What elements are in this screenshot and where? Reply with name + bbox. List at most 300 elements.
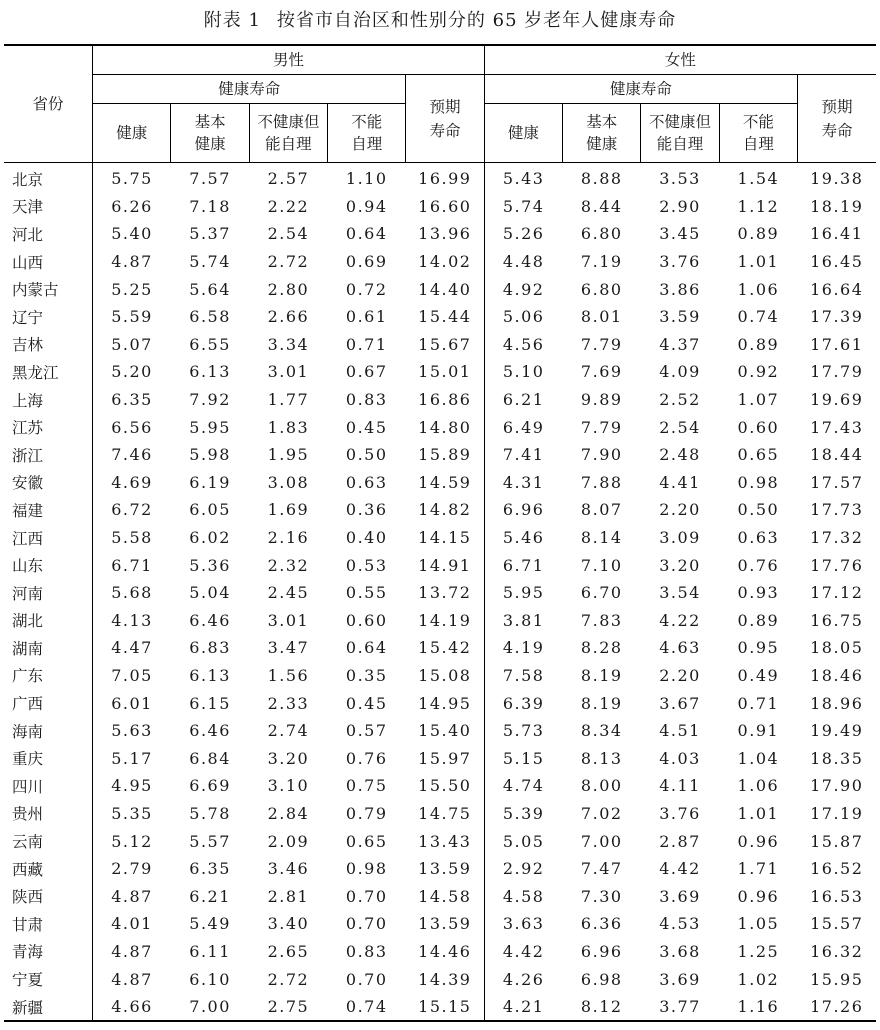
cell-female-unhealthy-self-care: 4.42 (659, 859, 701, 879)
table-caption (0, 6, 880, 32)
cell-female-unhealthy-self-care: 3.69 (659, 886, 701, 906)
cell-female-basic-healthy: 7.02 (580, 803, 623, 823)
cell-male-no-self-care: 0.55 (345, 583, 388, 603)
cell-male-basic-healthy: 5.64 (189, 279, 231, 299)
cell-female-unhealthy-self-care: 3.54 (659, 583, 701, 603)
cell-female-unhealthy-self-care: 4.41 (659, 472, 701, 492)
cell-male-no-self-care: 0.70 (345, 969, 388, 989)
cell-female-life-expectancy: 17.57 (810, 472, 864, 492)
cell-male-healthy: 5.25 (111, 279, 153, 299)
cell-female-life-expectancy: 17.26 (798, 993, 876, 1022)
header-male-healthy: 健康 (93, 104, 171, 163)
cell-male-basic-healthy: 6.83 (189, 638, 231, 658)
cell-female-unhealthy-self-care: 3.09 (659, 528, 701, 548)
cell-province: 广东 (4, 662, 93, 690)
cell-male-healthy: 7.46 (111, 445, 153, 465)
cell-male-basic-healthy: 7.00 (171, 993, 249, 1022)
cell-male-basic-healthy: 6.84 (189, 748, 231, 768)
cell-male-healthy: 6.56 (111, 417, 153, 437)
cell-female-no-self-care: 0.60 (737, 417, 780, 437)
cell-male-basic-healthy: 5.04 (189, 583, 231, 603)
cell-female-basic-healthy: 8.14 (580, 528, 623, 548)
cell-male-life-expectancy: 14.82 (406, 496, 484, 524)
cell-female-no-self-care: 1.01 (737, 803, 780, 823)
cell-female-no-self-care: 1.71 (737, 859, 780, 879)
cell-male-life-expectancy: 14.95 (406, 689, 484, 717)
cell-female-unhealthy-self-care: 4.51 (659, 721, 701, 741)
cell-male-life-expectancy: 15.01 (406, 358, 484, 386)
cell-female-no-self-care: 1.54 (737, 169, 780, 189)
cell-male-basic-healthy: 7.92 (189, 390, 231, 410)
cell-female-life-expectancy: 17.43 (810, 417, 864, 437)
cell-female-healthy: 5.74 (502, 196, 545, 216)
cell-female-life-expectancy: 15.87 (810, 831, 864, 851)
cell-female-basic-healthy: 8.07 (580, 500, 623, 520)
cell-male-healthy: 4.87 (111, 969, 153, 989)
cell-female-life-expectancy: 16.53 (810, 886, 864, 906)
cell-female-unhealthy-self-care: 3.59 (659, 307, 701, 327)
cell-female-basic-healthy: 8.01 (580, 307, 623, 327)
cell-female-healthy: 5.43 (502, 169, 545, 189)
cell-male-healthy: 5.20 (111, 362, 153, 382)
cell-female-healthy: 4.56 (502, 334, 545, 354)
cell-female-life-expectancy: 17.32 (810, 528, 864, 548)
cell-province: 山西 (4, 248, 93, 276)
cell-male-no-self-care: 0.69 (345, 252, 388, 272)
cell-female-basic-healthy: 7.47 (580, 859, 623, 879)
cell-female-basic-healthy: 7.19 (580, 252, 623, 272)
cell-female-unhealthy-self-care: 4.63 (659, 638, 701, 658)
cell-female-unhealthy-self-care: 3.67 (659, 693, 701, 713)
cell-male-healthy: 5.68 (111, 583, 153, 603)
cell-province: 甘肃 (4, 910, 93, 938)
cell-male-basic-healthy: 5.74 (189, 252, 231, 272)
cell-female-life-expectancy: 19.49 (810, 721, 864, 741)
table-row (4, 827, 876, 855)
cell-female-healthy: 6.71 (502, 555, 545, 575)
cell-female-life-expectancy: 18.05 (810, 638, 864, 658)
cell-province: 江西 (4, 524, 93, 552)
cell-male-life-expectancy: 14.80 (406, 413, 484, 441)
cell-female-no-self-care: 1.01 (737, 252, 780, 272)
cell-female-life-expectancy: 16.32 (810, 941, 864, 961)
cell-male-healthy: 6.71 (111, 555, 153, 575)
cell-female-healthy: 5.26 (502, 224, 545, 244)
table-row (4, 855, 876, 883)
table-row (4, 551, 876, 579)
cell-province: 宁夏 (4, 965, 93, 993)
cell-female-basic-healthy: 6.80 (580, 224, 623, 244)
cell-female-life-expectancy: 17.73 (810, 500, 864, 520)
cell-male-healthy: 4.13 (111, 610, 153, 630)
cell-male-healthy: 4.69 (111, 472, 153, 492)
table-row (4, 358, 876, 386)
cell-male-healthy: 5.07 (111, 334, 153, 354)
cell-province: 天津 (4, 193, 93, 221)
cell-male-life-expectancy: 14.02 (406, 248, 484, 276)
cell-female-unhealthy-self-care: 3.86 (659, 279, 701, 299)
cell-province: 上海 (4, 386, 93, 414)
cell-male-life-expectancy: 14.59 (406, 469, 484, 497)
cell-female-no-self-care: 0.95 (737, 638, 780, 658)
cell-male-healthy: 5.12 (111, 831, 153, 851)
cell-female-healthy: 2.92 (502, 859, 545, 879)
cell-male-life-expectancy: 16.86 (406, 386, 484, 414)
cell-male-no-self-care: 0.35 (345, 665, 388, 685)
cell-female-no-self-care: 0.96 (737, 831, 780, 851)
cell-male-healthy: 6.01 (111, 693, 153, 713)
cell-female-healthy: 7.41 (502, 445, 545, 465)
cell-female-healthy: 5.46 (502, 528, 545, 548)
cell-female-no-self-care: 1.05 (737, 914, 780, 934)
cell-female-basic-healthy: 6.36 (580, 914, 623, 934)
table-row (4, 193, 876, 221)
cell-province: 江苏 (4, 413, 93, 441)
cell-male-healthy: 5.35 (111, 803, 153, 823)
cell-male-no-self-care: 0.67 (345, 362, 388, 382)
table-row (4, 413, 876, 441)
cell-female-healthy: 4.19 (502, 638, 545, 658)
cell-female-healthy: 6.21 (502, 390, 545, 410)
cell-province: 陕西 (4, 882, 93, 910)
cell-female-unhealthy-self-care: 4.22 (659, 610, 701, 630)
cell-female-basic-healthy: 8.44 (580, 196, 623, 216)
cell-male-unhealthy-self-care: 2.74 (267, 721, 310, 741)
table-row (4, 275, 876, 303)
cell-male-healthy: 4.47 (111, 638, 153, 658)
cell-female-life-expectancy: 16.75 (810, 610, 864, 630)
cell-male-basic-healthy: 6.02 (189, 528, 231, 548)
cell-male-basic-healthy: 6.05 (189, 500, 231, 520)
cell-male-unhealthy-self-care: 1.95 (267, 445, 310, 465)
cell-male-no-self-care: 0.94 (345, 196, 388, 216)
cell-province: 山东 (4, 551, 93, 579)
cell-female-healthy: 6.96 (502, 500, 545, 520)
cell-female-life-expectancy: 16.45 (810, 252, 864, 272)
table-number: 附表 1 (203, 10, 261, 31)
cell-female-life-expectancy: 15.95 (810, 969, 864, 989)
cell-male-life-expectancy: 14.19 (406, 607, 484, 635)
cell-female-healthy: 7.58 (502, 665, 545, 685)
cell-male-no-self-care: 0.63 (345, 472, 388, 492)
cell-province: 安徽 (4, 469, 93, 497)
cell-female-life-expectancy: 16.52 (810, 859, 864, 879)
healthy-life-expectancy-table (4, 44, 876, 1022)
cell-male-life-expectancy: 15.97 (406, 744, 484, 772)
cell-female-basic-healthy: 7.69 (580, 362, 623, 382)
cell-male-life-expectancy: 15.44 (406, 303, 484, 331)
table-row (4, 662, 876, 690)
cell-female-basic-healthy: 6.96 (580, 941, 623, 961)
header-male-basic-healthy: 基本健康 (171, 104, 249, 163)
cell-male-no-self-care: 0.64 (345, 638, 388, 658)
cell-male-basic-healthy: 6.46 (189, 721, 231, 741)
cell-male-healthy: 5.58 (111, 528, 153, 548)
cell-male-healthy: 4.87 (111, 941, 153, 961)
cell-female-no-self-care: 0.74 (737, 307, 780, 327)
table-row (4, 634, 876, 662)
cell-female-basic-healthy: 8.28 (580, 638, 623, 658)
header-male-unhealthy-self-care: 不健康但能自理 (249, 104, 327, 163)
cell-female-healthy: 6.39 (502, 693, 545, 713)
cell-female-basic-healthy: 8.13 (580, 748, 623, 768)
cell-male-unhealthy-self-care: 3.46 (267, 859, 310, 879)
cell-female-no-self-care: 1.04 (737, 748, 780, 768)
cell-male-healthy: 4.66 (93, 993, 171, 1022)
table-row (4, 938, 876, 966)
cell-male-healthy: 7.05 (111, 665, 153, 685)
cell-male-no-self-care: 0.83 (345, 390, 388, 410)
cell-male-healthy: 4.87 (111, 886, 153, 906)
cell-female-healthy: 4.42 (502, 941, 545, 961)
cell-male-unhealthy-self-care: 3.10 (267, 776, 310, 796)
header-female-healthy-life: 健康寿命 (484, 75, 797, 104)
cell-female-life-expectancy: 15.57 (810, 914, 864, 934)
cell-male-healthy: 6.72 (111, 500, 153, 520)
cell-male-life-expectancy: 15.15 (406, 993, 484, 1022)
table-row (4, 441, 876, 469)
table-row (4, 772, 876, 800)
cell-female-unhealthy-self-care: 3.69 (659, 969, 701, 989)
cell-male-healthy: 5.17 (111, 748, 153, 768)
cell-province: 西藏 (4, 855, 93, 883)
cell-male-no-self-care: 0.75 (345, 776, 388, 796)
cell-female-healthy: 4.48 (502, 252, 545, 272)
cell-male-basic-healthy: 5.98 (189, 445, 231, 465)
cell-female-unhealthy-self-care: 2.20 (659, 665, 701, 685)
cell-female-healthy: 4.26 (502, 969, 545, 989)
cell-female-basic-healthy: 6.98 (580, 969, 623, 989)
cell-female-healthy: 4.58 (502, 886, 545, 906)
cell-female-no-self-care: 0.49 (737, 665, 780, 685)
cell-male-basic-healthy: 6.13 (189, 362, 231, 382)
cell-male-basic-healthy: 6.15 (189, 693, 231, 713)
cell-male-no-self-care: 0.36 (345, 500, 388, 520)
table-row (4, 163, 876, 193)
cell-female-unhealthy-self-care: 2.54 (659, 417, 701, 437)
cell-male-unhealthy-self-care: 2.75 (249, 993, 327, 1022)
header-male-life-expectancy: 预期寿命 (406, 75, 484, 163)
cell-male-healthy: 5.59 (111, 307, 153, 327)
cell-female-no-self-care: 0.91 (737, 721, 780, 741)
cell-province: 内蒙古 (4, 275, 93, 303)
cell-female-basic-healthy: 7.10 (580, 555, 623, 575)
header-female-unhealthy-self-care: 不健康但能自理 (641, 104, 719, 163)
cell-female-unhealthy-self-care: 3.68 (659, 941, 701, 961)
cell-female-unhealthy-self-care: 2.87 (659, 831, 701, 851)
cell-female-unhealthy-self-care: 4.03 (659, 748, 701, 768)
cell-female-unhealthy-self-care: 3.76 (659, 252, 701, 272)
cell-male-life-expectancy: 13.43 (406, 827, 484, 855)
cell-male-life-expectancy: 13.59 (406, 855, 484, 883)
cell-male-no-self-care: 0.40 (345, 528, 388, 548)
cell-male-life-expectancy: 15.89 (406, 441, 484, 469)
cell-female-life-expectancy: 17.39 (810, 307, 864, 327)
cell-male-life-expectancy: 14.75 (406, 800, 484, 828)
cell-male-unhealthy-self-care: 3.40 (267, 914, 310, 934)
cell-male-healthy: 4.95 (111, 776, 153, 796)
cell-female-basic-healthy: 7.00 (580, 831, 623, 851)
cell-province: 重庆 (4, 744, 93, 772)
cell-female-basic-healthy: 7.83 (580, 610, 623, 630)
cell-female-healthy: 5.39 (502, 803, 545, 823)
table-row (4, 717, 876, 745)
cell-male-no-self-care: 0.83 (345, 941, 388, 961)
cell-female-no-self-care: 0.96 (737, 886, 780, 906)
cell-province: 湖北 (4, 607, 93, 635)
cell-female-healthy: 3.81 (502, 610, 545, 630)
cell-male-unhealthy-self-care: 2.32 (267, 555, 310, 575)
cell-male-unhealthy-self-care: 2.72 (267, 969, 310, 989)
cell-female-life-expectancy: 18.35 (810, 748, 864, 768)
cell-female-healthy: 4.21 (484, 993, 562, 1022)
table-body (4, 163, 876, 1022)
cell-female-basic-healthy: 8.19 (580, 665, 623, 685)
table-row (4, 689, 876, 717)
table-row (4, 331, 876, 359)
cell-male-basic-healthy: 6.46 (189, 610, 231, 630)
cell-province: 北京 (4, 163, 93, 193)
cell-province: 黑龙江 (4, 358, 93, 386)
cell-male-life-expectancy: 15.42 (406, 634, 484, 662)
cell-province: 新疆 (4, 993, 93, 1022)
cell-male-life-expectancy: 15.50 (406, 772, 484, 800)
cell-male-basic-healthy: 6.21 (189, 886, 231, 906)
cell-female-healthy: 5.95 (502, 583, 545, 603)
cell-female-basic-healthy: 8.19 (580, 693, 623, 713)
cell-female-life-expectancy: 19.69 (810, 390, 864, 410)
cell-male-unhealthy-self-care: 1.83 (267, 417, 310, 437)
cell-female-healthy: 3.63 (502, 914, 545, 934)
cell-male-healthy: 6.26 (111, 196, 153, 216)
header-female-no-self-care: 不能自理 (719, 104, 797, 163)
cell-male-unhealthy-self-care: 3.34 (267, 334, 310, 354)
cell-male-life-expectancy: 16.99 (406, 163, 484, 193)
cell-female-life-expectancy: 17.76 (810, 555, 864, 575)
cell-female-unhealthy-self-care: 2.90 (659, 196, 701, 216)
cell-female-life-expectancy: 19.38 (810, 169, 864, 189)
table-row (4, 800, 876, 828)
cell-male-basic-healthy: 7.57 (189, 169, 231, 189)
cell-female-unhealthy-self-care: 3.20 (659, 555, 701, 575)
cell-male-basic-healthy: 5.49 (189, 914, 231, 934)
table-row (4, 248, 876, 276)
cell-male-basic-healthy: 6.13 (189, 665, 231, 685)
cell-female-no-self-care: 1.06 (737, 776, 780, 796)
cell-female-life-expectancy: 17.61 (810, 334, 864, 354)
cell-male-basic-healthy: 6.35 (189, 859, 231, 879)
cell-female-no-self-care: 0.98 (737, 472, 780, 492)
cell-female-life-expectancy: 16.41 (810, 224, 864, 244)
cell-male-basic-healthy: 5.37 (189, 224, 231, 244)
cell-female-unhealthy-self-care: 2.48 (659, 445, 701, 465)
cell-female-healthy: 4.92 (502, 279, 545, 299)
cell-male-basic-healthy: 6.55 (189, 334, 231, 354)
cell-male-no-self-care: 0.64 (345, 224, 388, 244)
header-male: 男性 (93, 45, 485, 75)
table-row (4, 524, 876, 552)
cell-male-life-expectancy: 14.91 (406, 551, 484, 579)
cell-male-unhealthy-self-care: 2.54 (267, 224, 310, 244)
cell-male-healthy: 5.40 (111, 224, 153, 244)
cell-female-healthy: 5.73 (502, 721, 545, 741)
cell-female-life-expectancy: 17.12 (810, 583, 864, 603)
cell-male-life-expectancy: 15.08 (406, 662, 484, 690)
cell-province: 贵州 (4, 800, 93, 828)
cell-male-unhealthy-self-care: 2.84 (267, 803, 310, 823)
cell-province: 青海 (4, 938, 93, 966)
cell-male-life-expectancy: 13.96 (406, 220, 484, 248)
table-row (4, 469, 876, 497)
cell-province: 浙江 (4, 441, 93, 469)
cell-male-no-self-care: 0.70 (345, 914, 388, 934)
cell-province: 河南 (4, 579, 93, 607)
cell-male-no-self-care: 0.57 (345, 721, 388, 741)
cell-female-life-expectancy: 16.64 (810, 279, 864, 299)
cell-female-no-self-care: 1.16 (719, 993, 797, 1022)
cell-female-no-self-care: 0.89 (737, 334, 780, 354)
cell-male-life-expectancy: 14.39 (406, 965, 484, 993)
cell-female-healthy: 4.31 (502, 472, 545, 492)
header-female-healthy: 健康 (484, 104, 562, 163)
cell-female-no-self-care: 1.06 (737, 279, 780, 299)
cell-male-basic-healthy: 6.69 (189, 776, 231, 796)
header-female-basic-healthy: 基本健康 (563, 104, 641, 163)
header-female-life-expectancy: 预期寿命 (798, 75, 876, 163)
cell-female-life-expectancy: 17.19 (810, 803, 864, 823)
table-row (4, 965, 876, 993)
cell-province: 四川 (4, 772, 93, 800)
cell-female-no-self-care: 0.89 (737, 610, 780, 630)
cell-female-life-expectancy: 17.90 (810, 776, 864, 796)
cell-female-no-self-care: 0.92 (737, 362, 780, 382)
cell-female-healthy: 5.06 (502, 307, 545, 327)
cell-province: 广西 (4, 689, 93, 717)
cell-male-life-expectancy: 14.46 (406, 938, 484, 966)
cell-male-unhealthy-self-care: 2.57 (267, 169, 310, 189)
cell-male-unhealthy-self-care: 3.01 (267, 362, 310, 382)
cell-female-life-expectancy: 18.96 (810, 693, 864, 713)
cell-female-basic-healthy: 8.34 (580, 721, 623, 741)
cell-male-unhealthy-self-care: 1.56 (267, 665, 310, 685)
table-row (4, 607, 876, 635)
cell-female-unhealthy-self-care: 4.53 (659, 914, 701, 934)
table-row (4, 993, 876, 1022)
cell-female-basic-healthy: 8.88 (580, 169, 623, 189)
cell-male-unhealthy-self-care: 3.47 (267, 638, 310, 658)
cell-male-no-self-care: 0.71 (345, 334, 388, 354)
cell-female-basic-healthy: 6.80 (580, 279, 623, 299)
cell-female-unhealthy-self-care: 4.09 (659, 362, 701, 382)
cell-male-healthy: 5.75 (111, 169, 153, 189)
cell-female-no-self-care: 1.12 (737, 196, 780, 216)
cell-male-unhealthy-self-care: 2.65 (267, 941, 310, 961)
cell-male-unhealthy-self-care: 2.16 (267, 528, 310, 548)
cell-female-healthy: 5.05 (502, 831, 545, 851)
cell-male-no-self-care: 0.45 (345, 693, 388, 713)
cell-male-unhealthy-self-care: 2.33 (267, 693, 310, 713)
cell-male-no-self-care: 0.60 (345, 610, 388, 630)
cell-female-no-self-care: 0.50 (737, 500, 780, 520)
cell-male-basic-healthy: 6.58 (189, 307, 231, 327)
cell-male-no-self-care: 0.65 (345, 831, 388, 851)
cell-male-unhealthy-self-care: 2.72 (267, 252, 310, 272)
table-row (4, 744, 876, 772)
cell-female-life-expectancy: 18.19 (810, 196, 864, 216)
cell-male-life-expectancy: 16.60 (406, 193, 484, 221)
cell-female-basic-healthy: 6.70 (580, 583, 623, 603)
cell-male-no-self-care: 0.76 (345, 748, 388, 768)
